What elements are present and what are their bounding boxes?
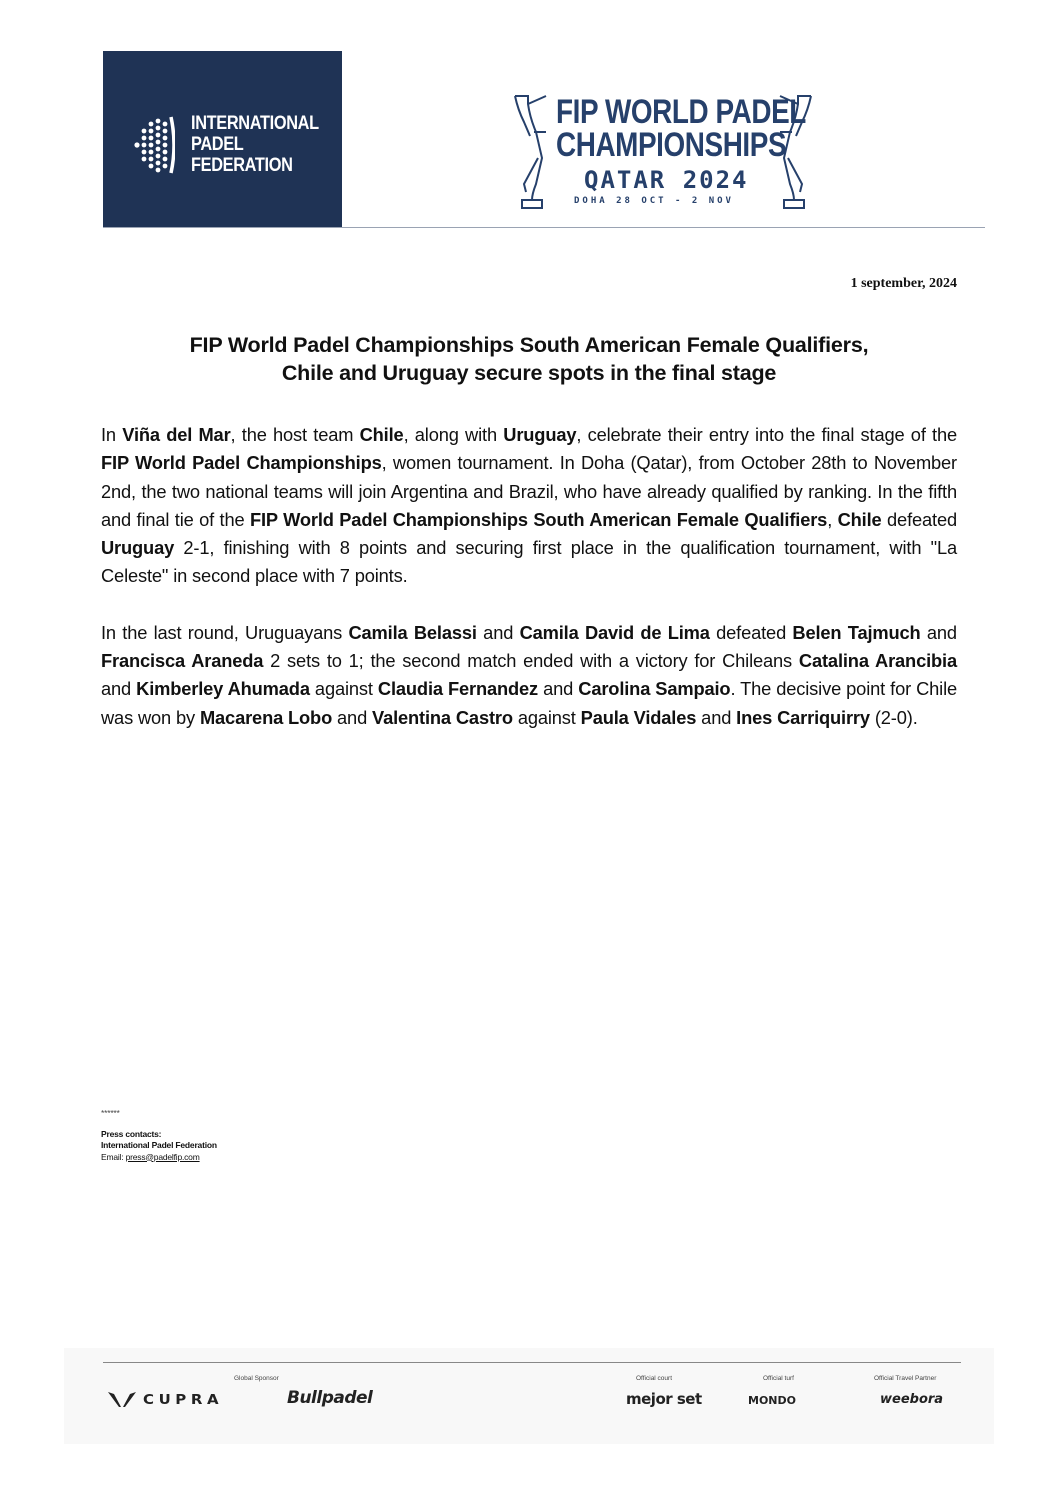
bold-text: Chile [359, 424, 404, 445]
article-body [101, 421, 957, 760]
title-line: Chile and Uruguay secure spots in the final stage [281, 361, 777, 385]
event-title-line: CHAMPIONSHIPS [556, 126, 787, 164]
official-court-label: Official court [636, 1375, 673, 1382]
event-title [556, 93, 806, 164]
padel-ball-dots-icon [133, 113, 175, 177]
bold-text: Chile [837, 508, 882, 530]
text-run: , celebrate their entry into the final stage of the [576, 424, 958, 445]
event-dates: DOHA 28 OCT - 2 NOV [574, 196, 734, 206]
text-run: In the last round, Uruguayans [101, 621, 349, 643]
text-run: and [101, 678, 137, 700]
ipf-logo-line: PADEL [191, 134, 244, 155]
ipf-logo-text [191, 113, 319, 176]
event-subtitle: QATAR 2024 [584, 166, 749, 194]
cupra-logo-icon [107, 1390, 137, 1410]
weebora-logo: weebora [880, 1392, 944, 1407]
bold-text: Catalina Arancibia [798, 650, 957, 672]
text-run: and [920, 621, 957, 643]
official-turf-label: Official turf [763, 1375, 794, 1382]
bold-text: Viña del Mar [122, 424, 231, 445]
bold-text: Valentina Castro [372, 706, 513, 728]
bold-text: Carolina Sampaio [578, 678, 731, 700]
text-run: , along with [403, 424, 504, 445]
bold-text: Paula Vidales [580, 706, 697, 728]
bold-text: FIP World Padel Championships [101, 452, 382, 474]
text-run: . The decisive point for Chile was won by [101, 678, 958, 728]
event-title-line: FIP WORLD PADEL [556, 93, 806, 131]
header-divider [103, 227, 985, 228]
event-logo [512, 92, 812, 210]
global-sponsor-label: Global Sponsor [234, 1375, 279, 1382]
text-run: against [309, 678, 378, 700]
bold-text: Macarena Lobo [199, 706, 333, 728]
separator-stars: ****** [101, 1108, 120, 1118]
contacts-email-line [101, 1152, 217, 1164]
bold-text: Uruguay [503, 424, 577, 445]
paragraph [101, 421, 957, 591]
text-run: , [827, 508, 838, 530]
text-run: and [696, 706, 737, 728]
trophy-icon [776, 92, 814, 210]
bold-text: Uruguay [101, 537, 175, 559]
text-run: In [101, 424, 123, 445]
trophy-icon [512, 92, 550, 210]
email-link[interactable]: press@padelfip.com [125, 1151, 200, 1162]
bold-text: Ines Carriquirry [736, 706, 870, 728]
bold-text: Camila David de Lima [519, 621, 710, 643]
bold-text: Claudia Fernandez [377, 678, 539, 700]
bold-text: Camila Belassi [348, 621, 477, 643]
text-run: 2-1, finishing with 8 points and securing first place in the qualification tournament, with "La Celeste" in second place with 7 points. [101, 537, 957, 587]
ipf-logo-line: FEDERATION [191, 155, 293, 176]
ipf-logo [103, 51, 342, 227]
contacts-org: International Padel Federation [101, 1140, 217, 1150]
title-line: FIP World Padel Championships South American Female Qualifiers, [189, 333, 869, 357]
bold-text: FIP World Padel Championships South American Female Qualifiers [249, 508, 828, 530]
mejorset-logo: mejor set [626, 1390, 702, 1408]
text-run: and [476, 621, 520, 643]
bold-text: Kimberley Ahumada [136, 678, 310, 700]
contacts-heading: Press contacts: [101, 1128, 162, 1139]
text-run: and [332, 706, 373, 728]
text-run: 2 sets to 1; the second match ended with a victory for Chileans [263, 650, 799, 672]
page-title [101, 331, 957, 387]
footer-divider [103, 1362, 961, 1363]
cupra-logo: CUPRA [143, 1393, 224, 1408]
mondo-logo: MONDO [748, 1394, 796, 1407]
text-run: defeated [881, 508, 957, 530]
press-contacts [101, 1108, 217, 1163]
text-run: , women tournament. In Doha (Qatar), from October 28th to November 2nd, the two national teams will join Argentina and Brazil, who have already qualified by ranking. In the fifth and final tie of the [101, 452, 957, 530]
bold-text: Francisca Araneda [101, 650, 264, 672]
ipf-logo-line: INTERNATIONAL [191, 113, 319, 134]
paragraph [101, 619, 957, 732]
text-run: against [512, 706, 581, 728]
text-run: , the host team [230, 424, 360, 445]
text-run: (2-0). [869, 706, 918, 728]
email-label: Email: [101, 1151, 126, 1162]
text-run: and [538, 678, 579, 700]
bold-text: Belen Tajmuch [792, 621, 921, 643]
text-run: defeated [709, 621, 793, 643]
release-date: 1 september, 2024 [850, 276, 957, 291]
bullpadel-logo: Bullpadel [287, 1388, 373, 1408]
official-travel-label: Official Travel Partner [874, 1375, 937, 1382]
